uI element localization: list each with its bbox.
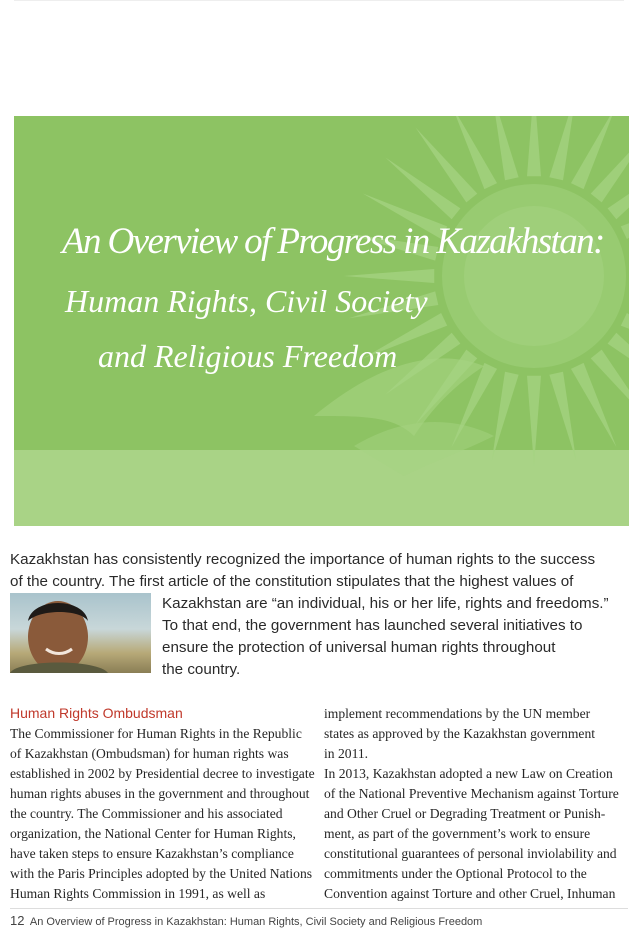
- title-banner: [14, 116, 629, 526]
- body-text-line: with the Paris Principles adopted by the United Nations: [10, 866, 313, 881]
- body-text-line: constitutional guarantees of personal inviolability and: [324, 846, 617, 861]
- intro-line-6: the country.: [162, 661, 241, 678]
- body-text-line: ment, as part of the government’s work to ensure: [324, 826, 591, 841]
- intro-line-3: Kazakhstan are “an individual, his or her life, rights and freedoms.”: [162, 595, 609, 612]
- title-line-3: and Religious Freedom: [98, 338, 398, 374]
- body-text-line: Human Rights Commission in 1991, as well as: [10, 886, 266, 901]
- body-text-line: the country. The Commissioner and his associated: [10, 806, 283, 821]
- title-line-2: Human Rights, Civil Society: [65, 283, 428, 319]
- body-text-line: organization, the National Center for Human Rights,: [10, 826, 296, 841]
- body-text-line: established in 2002 by Presidential decree to investigate: [10, 766, 315, 781]
- body-text-line: of the National Preventive Mechanism against Torture: [324, 786, 619, 801]
- title-line-1: An Overview of Progress in Kazakhstan:: [62, 221, 604, 262]
- intro-line-1: Kazakhstan has consistently recognized the importance of human rights to the success: [10, 551, 596, 568]
- body-text-line: and Other Cruel or Degrading Treatment or Punish-: [324, 806, 606, 821]
- portrait-photo: [10, 593, 151, 673]
- running-title: An Overview of Progress in Kazakhstan: Human Rights, Civil Society and Religious Freedom: [29, 916, 483, 928]
- body-text-line: in 2011.: [324, 746, 369, 761]
- body-text-line: Convention against Torture and other Cruel, Inhuman: [324, 886, 616, 901]
- intro-line-4: To that end, the government has launched several initiatives to: [162, 617, 583, 634]
- top-rule: [14, 0, 624, 1]
- intro-line-2: of the country. The first article of the constitution stipulates that the highest values of: [10, 573, 574, 590]
- body-text-line: In 2013, Kazakhstan adopted a new Law on Creation: [324, 766, 613, 781]
- body-text-line: implement recommendations by the UN member: [324, 706, 591, 721]
- body-text-line: commitments under the Optional Protocol to the: [324, 866, 587, 881]
- section-heading: Human Rights Ombudsman: [10, 705, 183, 721]
- right-column-text: [324, 704, 619, 904]
- left-column-text: [10, 724, 315, 904]
- page-footer: [10, 913, 482, 928]
- body-text-line: states as approved by the Kazakhstan government: [324, 726, 596, 741]
- sun-eagle-emblem: [14, 116, 629, 526]
- intro-line-5: ensure the protection of universal human rights throughout: [162, 639, 556, 656]
- footer-rule: [10, 908, 628, 909]
- body-text-line: of Kazakhstan (Ombudsman) for human rights was: [10, 746, 289, 761]
- page-number: 12: [10, 913, 25, 928]
- body-text-line: The Commissioner for Human Rights in the Republic: [10, 726, 302, 741]
- body-text-line: human rights abuses in the government and throughout: [10, 786, 310, 801]
- body-text-line: have taken steps to ensure Kazakhstan’s compliance: [10, 846, 294, 861]
